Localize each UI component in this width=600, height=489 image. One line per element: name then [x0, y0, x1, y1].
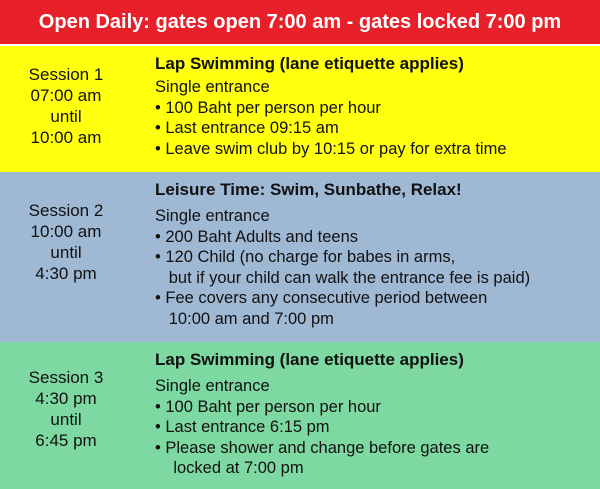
session-start: 10:00 am	[30, 222, 102, 241]
session-2-panel	[0, 172, 600, 342]
session-name: Session 2	[28, 201, 104, 220]
opening-hours-banner: Open Daily: gates open 7:00 am - gates locked 7:00 pm	[0, 0, 600, 44]
detail-line: 10:00 am and 7:00 pm	[155, 309, 334, 328]
session-name: Session 3	[28, 368, 104, 387]
detail-line: • Last entrance 09:15 am	[155, 119, 339, 137]
detail-line: • Leave swim club by 10:15 or pay for extra time	[155, 139, 507, 158]
detail-line: • 120 Child (no charge for babes in arms,	[155, 248, 456, 266]
session-start: 07:00 am	[30, 86, 102, 105]
session-1-panel	[0, 46, 600, 172]
detail-line: but if your child can walk the entrance fee is paid)	[155, 268, 531, 287]
session-3-time-label	[0, 367, 132, 451]
session-end: 4:30 pm	[35, 264, 97, 283]
session-2-details	[155, 180, 530, 329]
detail-line: • 100 Baht per person per hour	[155, 397, 381, 416]
detail-line: Single entrance	[155, 207, 270, 225]
session-start: 4:30 pm	[35, 389, 97, 408]
session-3-panel	[0, 342, 600, 489]
detail-line: locked at 7:00 pm	[155, 459, 304, 477]
detail-line: • Please shower and change before gates are	[155, 438, 490, 457]
session-until: until	[50, 243, 82, 262]
detail-line: • Last entrance 6:15 pm	[155, 418, 330, 436]
session-2-time-label	[0, 200, 132, 284]
session-title: Lap Swimming (lane etiquette applies)	[155, 54, 464, 73]
session-title: Lap Swimming (lane etiquette applies)	[155, 350, 464, 369]
detail-line: • 200 Baht Adults and teens	[155, 227, 359, 246]
detail-line: Single entrance	[155, 78, 270, 96]
session-1-details	[155, 54, 507, 159]
session-title: Leisure Time: Swim, Sunbathe, Relax!	[155, 180, 462, 199]
detail-line: • Fee covers any consecutive period between	[155, 289, 488, 307]
session-1-time-label	[0, 64, 132, 148]
session-until: until	[50, 107, 82, 126]
detail-line: • 100 Baht per person per hour	[155, 98, 381, 117]
session-until: until	[50, 410, 82, 429]
detail-line: Single entrance	[155, 377, 270, 395]
session-end: 6:45 pm	[35, 431, 97, 450]
session-3-details	[155, 350, 489, 479]
session-end: 10:00 am	[30, 128, 102, 147]
session-name: Session 1	[28, 65, 104, 84]
